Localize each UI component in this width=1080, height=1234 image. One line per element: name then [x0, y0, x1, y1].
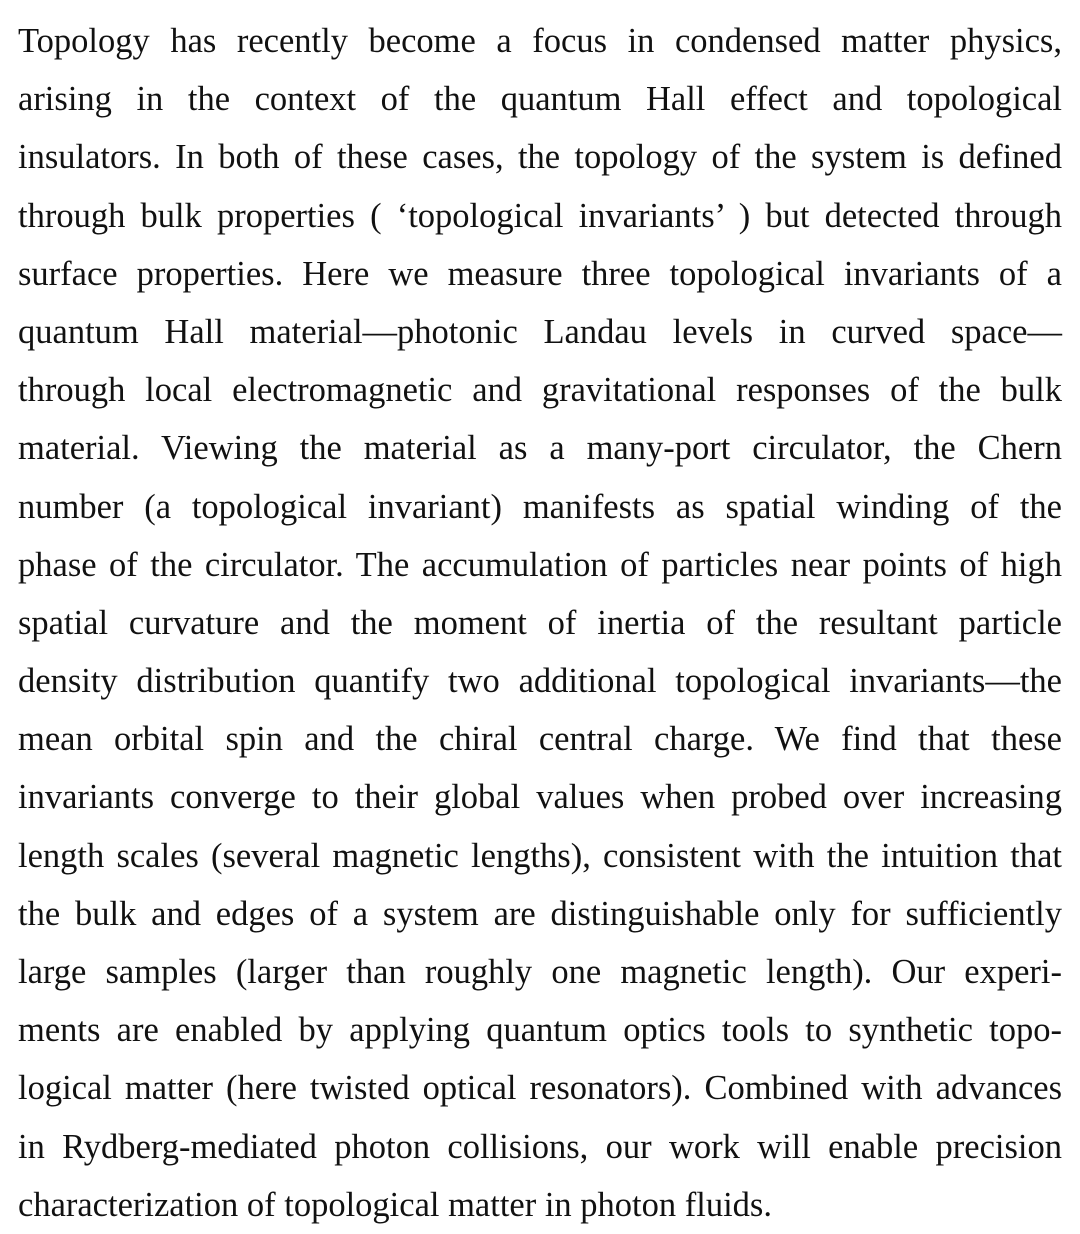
- abstract-line-3: insulators. In both of these cases, the topology of the system is defined: [18, 138, 1062, 177]
- abstract-line-9: number (a topological invariant) manifests as spatial winding of the: [18, 487, 1062, 526]
- abstract-line-6: quantum Hall material—photonic Landau levels in curved space—: [18, 312, 1062, 351]
- abstract-line-18: ments are enabled by applying quantum optics tools to synthetic topo-: [18, 1011, 1062, 1050]
- abstract-line-21: characterization of topological matter in photon fluids.: [18, 1185, 772, 1224]
- abstract-line-8: material. Viewing the material as a many-port circulator, the Chern: [18, 429, 1062, 468]
- abstract-line-1: Topology has recently become a focus in condensed matter physics,: [18, 22, 1062, 60]
- abstract-paragraph: [18, 12, 1062, 1234]
- abstract-line-19: logical matter (here twisted optical resonators). Combined with advances: [18, 1069, 1062, 1108]
- abstract-line-10: phase of the circulator. The accumulation of particles near points of high: [18, 545, 1062, 584]
- abstract-line-15: length scales (several magnetic lengths), consistent with the intuition that: [18, 836, 1062, 875]
- abstract-line-4: through bulk properties ( ‘topological invariants’ ) but detected through: [18, 196, 1062, 235]
- abstract-line-12: density distribution quantify two additional topological invariants—the: [18, 662, 1062, 701]
- abstract-line-14: invariants converge to their global values when probed over increasing: [18, 778, 1062, 817]
- abstract-line-11: spatial curvature and the moment of inertia of the resultant particle: [18, 603, 1062, 642]
- abstract-line-5: surface properties. Here we measure three topological invariants of a: [18, 254, 1062, 293]
- abstract-line-16: the bulk and edges of a system are distinguishable only for sufficiently: [18, 894, 1062, 933]
- abstract-line-13: mean orbital spin and the chiral central charge. We find that these: [18, 720, 1062, 759]
- abstract-line-17: large samples (larger than roughly one magnetic length). Our experi-: [18, 953, 1062, 991]
- abstract-line-2: arising in the context of the quantum Hall effect and topological: [18, 80, 1062, 119]
- abstract-line-7: through local electromagnetic and gravitational responses of the bulk: [18, 371, 1062, 410]
- abstract-line-20: in Rydberg-mediated photon collisions, our work will enable precision: [18, 1127, 1062, 1166]
